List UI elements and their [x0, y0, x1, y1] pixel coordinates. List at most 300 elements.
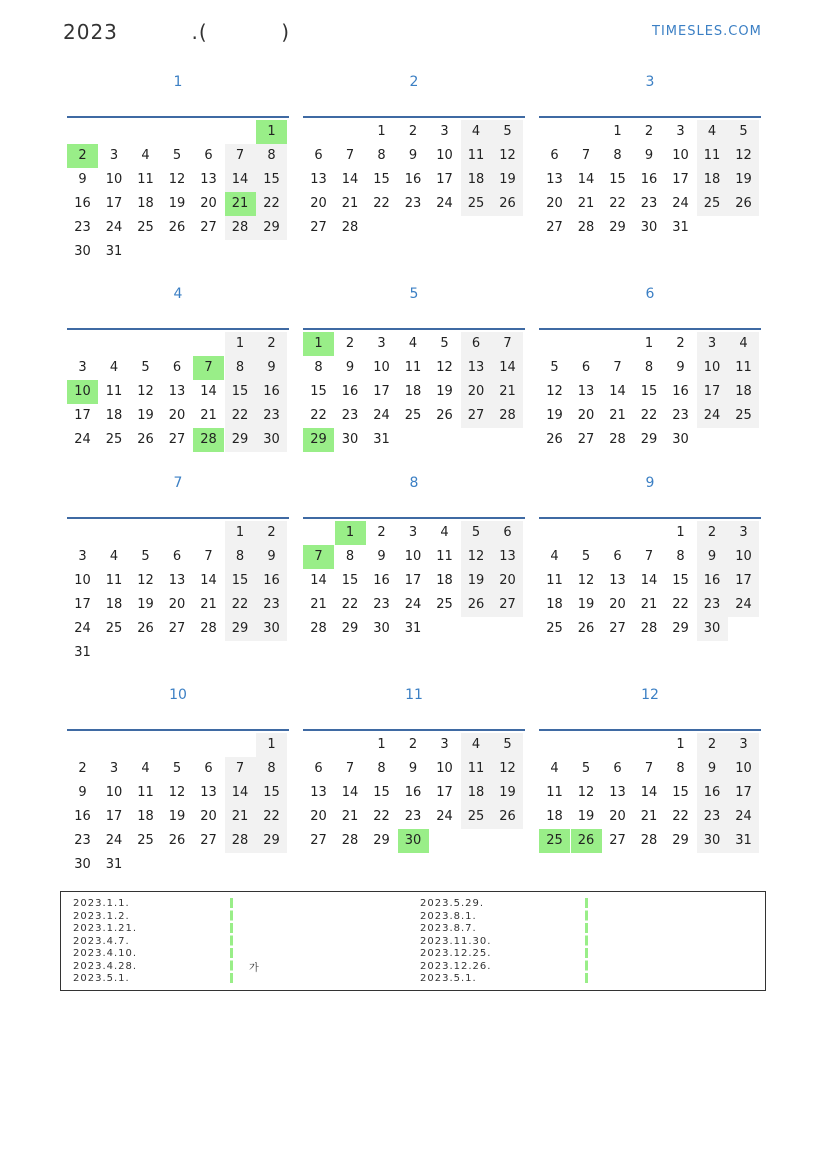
month-name: 3: [645, 74, 655, 90]
day-cell: 6: [461, 332, 492, 356]
day-cell: 30: [256, 617, 287, 641]
day-cell: 19: [137, 408, 154, 423]
day-cell: 19: [492, 168, 523, 192]
day-cell: 4: [141, 148, 150, 163]
day-cell: 2: [676, 336, 685, 351]
day-cell: 3: [440, 737, 449, 752]
day-cell: 27: [200, 833, 217, 848]
day-cell: 8: [377, 148, 386, 163]
day-cell: 26: [577, 621, 595, 636]
day-cell: 16: [697, 569, 728, 593]
month-days-grid: [67, 116, 289, 259]
day-cell: 3: [78, 549, 87, 564]
day-cell: 17: [105, 196, 123, 211]
day-cell: 17: [728, 781, 759, 805]
day-cell: 17: [672, 172, 689, 187]
day-cell: 29: [225, 428, 256, 452]
day-cell: 23: [74, 833, 91, 848]
day-cell: 22: [672, 809, 689, 824]
day-cell: 3: [109, 148, 119, 163]
day-cell: 21: [200, 408, 217, 423]
day-cell: 4: [109, 360, 119, 375]
day-cell: 10: [672, 148, 689, 163]
day-cell: 25: [404, 408, 422, 423]
day-cell: 2: [256, 521, 287, 545]
day-cell: 10: [436, 148, 453, 163]
day-cell: 9: [676, 360, 685, 375]
day-cell: 14: [640, 785, 658, 800]
day-cell: 27: [546, 220, 563, 235]
day-cell: 16: [404, 785, 422, 800]
day-cell: 21: [310, 597, 327, 612]
day-cell: 23: [404, 809, 422, 824]
day-cell: 27: [461, 404, 492, 428]
day-cell: 12: [728, 144, 759, 168]
day-cell: 21: [200, 597, 217, 612]
day-cell: 26: [461, 593, 492, 617]
day-cell: 6: [492, 521, 523, 545]
day-cell: 9: [377, 549, 386, 564]
day-cell: 12: [492, 757, 523, 781]
day-cell: 27: [168, 621, 186, 636]
day-cell: 23: [404, 196, 422, 211]
day-cell: 13: [168, 384, 186, 399]
day-cell: 23: [373, 597, 390, 612]
day-cell: 17: [105, 809, 123, 824]
day-cell: 17: [728, 569, 759, 593]
day-cell: 6: [613, 761, 622, 776]
day-cell: 28: [193, 428, 224, 452]
day-cell: 5: [141, 360, 150, 375]
day-cell: 3: [377, 336, 386, 351]
day-cell: 7: [345, 761, 355, 776]
day-cell: 23: [640, 196, 658, 211]
day-cell: 13: [168, 573, 186, 588]
month-days-grid: [67, 729, 289, 872]
day-cell: 9: [644, 148, 654, 163]
day-cell: 6: [613, 549, 622, 564]
day-cell: 21: [225, 805, 256, 829]
day-cell: 31: [74, 645, 91, 660]
day-cell: 8: [613, 148, 622, 163]
day-cell: 25: [137, 833, 154, 848]
day-cell: 27: [310, 833, 327, 848]
day-cell: 20: [461, 380, 492, 404]
legend-date: 2023.5.1.: [420, 973, 477, 984]
month-name: 11: [405, 687, 423, 703]
day-cell: 29: [256, 216, 287, 240]
day-cell: 30: [373, 621, 390, 636]
day-cell: 8: [676, 761, 685, 776]
day-cell: 31: [672, 220, 689, 235]
month-name: 6: [645, 286, 655, 302]
day-cell: 10: [436, 761, 453, 776]
day-cell: 25: [105, 432, 123, 447]
day-cell: 10: [74, 573, 91, 588]
month-block: [539, 475, 761, 636]
legend-date: 2023.4.28.: [73, 960, 138, 972]
day-cell: 18: [697, 168, 728, 192]
day-cell: 25: [697, 192, 728, 216]
day-cell: 11: [436, 549, 453, 564]
day-cell: 9: [345, 360, 355, 375]
day-cell: 28: [225, 829, 256, 853]
day-cell: 19: [577, 809, 595, 824]
day-cell: 5: [581, 549, 591, 564]
day-cell: 1: [303, 332, 334, 356]
day-cell: 23: [697, 805, 728, 829]
day-cell: 28: [225, 216, 256, 240]
day-cell: 5: [492, 733, 523, 757]
day-cell: 11: [546, 573, 563, 588]
legend-date: 2023.5.29.: [420, 898, 485, 909]
day-cell: 13: [577, 384, 595, 399]
day-cell: 3: [676, 124, 685, 139]
day-cell: 15: [373, 172, 390, 187]
day-cell: 6: [204, 761, 213, 776]
day-cell: 12: [546, 384, 563, 399]
day-cell: 17: [436, 172, 453, 187]
day-cell: 12: [137, 573, 154, 588]
day-cell: 10: [373, 360, 390, 375]
day-cell: 20: [310, 809, 327, 824]
day-cell: 22: [640, 408, 658, 423]
day-cell: 20: [168, 408, 186, 423]
day-cell: 7: [613, 360, 622, 375]
day-cell: 22: [225, 404, 256, 428]
day-cell: 28: [341, 833, 359, 848]
day-cell: 10: [105, 785, 123, 800]
day-cell: 11: [404, 360, 422, 375]
day-cell: 14: [341, 785, 359, 800]
day-cell: 28: [577, 220, 595, 235]
day-cell: 11: [697, 144, 728, 168]
day-cell: 18: [461, 168, 492, 192]
day-cell: 15: [310, 384, 327, 399]
month-days-grid: [67, 517, 289, 660]
day-cell: 25: [137, 220, 154, 235]
day-cell: 10: [404, 549, 422, 564]
month-name: 4: [173, 286, 183, 302]
day-cell: 24: [404, 597, 422, 612]
day-cell: 22: [373, 809, 390, 824]
day-cell: 14: [200, 384, 217, 399]
day-cell: 7: [193, 356, 224, 380]
legend-date: 2023.1.1.: [73, 898, 130, 909]
month-block: [67, 286, 289, 447]
day-cell: 4: [109, 549, 119, 564]
day-cell: 27: [310, 220, 327, 235]
day-cell: 24: [436, 809, 453, 824]
month-name: 10: [169, 687, 187, 703]
day-cell: 11: [461, 757, 492, 781]
legend-date: 2023.8.7.: [420, 923, 477, 934]
day-cell: 18: [461, 781, 492, 805]
day-cell: 19: [168, 809, 186, 824]
day-cell: 15: [640, 384, 658, 399]
day-cell: 29: [672, 833, 689, 848]
day-cell: 26: [137, 432, 154, 447]
day-cell: 12: [492, 144, 523, 168]
day-cell: 14: [609, 384, 626, 399]
day-cell: 30: [697, 617, 728, 641]
day-cell: 8: [377, 761, 386, 776]
day-cell: 1: [377, 737, 386, 752]
day-cell: 30: [697, 829, 728, 853]
day-cell: 17: [74, 597, 91, 612]
day-cell: 17: [697, 380, 728, 404]
day-cell: 27: [577, 432, 595, 447]
day-cell: 1: [225, 521, 256, 545]
day-cell: 10: [728, 545, 759, 569]
day-cell: 15: [672, 573, 689, 588]
day-cell: 19: [577, 597, 595, 612]
month-block: [303, 687, 525, 848]
day-cell: 12: [577, 785, 595, 800]
day-cell: 10: [105, 172, 123, 187]
day-cell: 2: [67, 144, 98, 168]
day-cell: 24: [728, 593, 759, 617]
day-cell: 5: [728, 120, 759, 144]
day-cell: 30: [74, 244, 91, 259]
day-cell: 15: [256, 168, 287, 192]
day-cell: 19: [546, 408, 563, 423]
day-cell: 26: [492, 805, 523, 829]
month-block: [303, 475, 525, 636]
day-cell: 28: [609, 432, 626, 447]
day-cell: 25: [461, 805, 492, 829]
day-cell: 4: [141, 761, 150, 776]
month-block: [303, 74, 525, 235]
day-cell: 28: [640, 833, 658, 848]
day-cell: 18: [546, 809, 563, 824]
day-cell: 26: [436, 408, 453, 423]
day-cell: 9: [697, 545, 728, 569]
day-cell: 1: [676, 737, 685, 752]
day-cell: 7: [303, 545, 334, 569]
day-cell: 1: [335, 521, 366, 545]
day-cell: 3: [697, 332, 728, 356]
day-cell: 2: [345, 336, 355, 351]
day-cell: 23: [672, 408, 689, 423]
legend-note: 가: [249, 963, 259, 974]
day-cell: 5: [461, 521, 492, 545]
day-cell: 8: [345, 549, 355, 564]
day-cell: 9: [408, 148, 418, 163]
day-cell: 24: [105, 833, 123, 848]
day-cell: 25: [105, 621, 123, 636]
legend-left-marker: [230, 898, 233, 985]
day-cell: 11: [461, 144, 492, 168]
day-cell: 26: [546, 432, 563, 447]
day-cell: 14: [310, 573, 327, 588]
day-cell: 26: [571, 829, 602, 853]
day-cell: 16: [256, 380, 287, 404]
day-cell: 6: [550, 148, 559, 163]
day-cell: 5: [440, 336, 449, 351]
day-cell: 1: [377, 124, 386, 139]
day-cell: 14: [200, 573, 217, 588]
legend-date: 2023.4.7.: [73, 935, 130, 947]
day-cell: 1: [225, 332, 256, 356]
month-name: 8: [409, 475, 419, 491]
day-cell: 25: [728, 404, 759, 428]
day-cell: 4: [550, 761, 559, 776]
day-cell: 24: [728, 805, 759, 829]
day-cell: 14: [225, 781, 256, 805]
day-cell: 7: [345, 148, 355, 163]
day-cell: 23: [256, 404, 287, 428]
day-cell: 26: [168, 220, 186, 235]
day-cell: 20: [200, 809, 217, 824]
legend-right-marker: [585, 898, 588, 985]
month-block: [539, 74, 761, 235]
day-cell: 1: [256, 120, 287, 144]
day-cell: 18: [728, 380, 759, 404]
day-cell: 3: [728, 733, 759, 757]
day-cell: 31: [404, 621, 422, 636]
day-cell: 18: [546, 597, 563, 612]
day-cell: 3: [78, 360, 87, 375]
day-cell: 29: [640, 432, 658, 447]
month-days-grid: [539, 116, 761, 235]
day-cell: 25: [539, 829, 570, 853]
day-cell: 6: [204, 148, 213, 163]
site-logo[interactable]: TIMESLES.COM: [652, 24, 762, 39]
day-cell: 30: [256, 428, 287, 452]
day-cell: 22: [373, 196, 390, 211]
day-cell: 22: [672, 597, 689, 612]
day-cell: 16: [74, 809, 91, 824]
day-cell: 19: [461, 569, 492, 593]
day-cell: 22: [341, 597, 359, 612]
day-cell: 5: [172, 148, 182, 163]
day-cell: 25: [546, 621, 563, 636]
month-name: 2: [409, 74, 419, 90]
day-cell: 14: [640, 573, 658, 588]
month-name: 1: [173, 74, 183, 90]
month-days-grid: [303, 517, 525, 636]
day-cell: 11: [105, 573, 123, 588]
legend-date: 2023.8.1.: [420, 910, 477, 922]
page-title: 2023 .( ): [63, 20, 291, 44]
day-cell: 24: [672, 196, 689, 211]
month-name: 5: [409, 286, 419, 302]
day-cell: 19: [492, 781, 523, 805]
holiday-legend: [60, 891, 766, 991]
day-cell: 30: [640, 220, 658, 235]
day-cell: 7: [204, 549, 213, 564]
day-cell: 23: [341, 408, 359, 423]
day-cell: 6: [172, 549, 182, 564]
day-cell: 16: [404, 172, 422, 187]
day-cell: 19: [168, 196, 186, 211]
day-cell: 12: [168, 785, 186, 800]
day-cell: 27: [609, 833, 626, 848]
day-cell: 22: [310, 408, 327, 423]
legend-right-dates: [420, 898, 491, 986]
day-cell: 20: [546, 196, 563, 211]
day-cell: 24: [74, 621, 91, 636]
legend-date: 2023.12.25.: [420, 948, 492, 959]
day-cell: 28: [492, 404, 523, 428]
day-cell: 16: [697, 781, 728, 805]
day-cell: 24: [436, 196, 453, 211]
day-cell: 12: [461, 545, 492, 569]
month-block: [67, 687, 289, 872]
day-cell: 28: [310, 621, 327, 636]
day-cell: 20: [577, 408, 595, 423]
day-cell: 7: [225, 144, 256, 168]
day-cell: 21: [225, 192, 256, 216]
day-cell: 7: [492, 332, 523, 356]
day-cell: 27: [168, 432, 186, 447]
day-cell: 17: [373, 384, 390, 399]
day-cell: 29: [341, 621, 359, 636]
day-cell: 27: [609, 621, 626, 636]
day-cell: 9: [256, 356, 287, 380]
day-cell: 13: [492, 545, 523, 569]
day-cell: 22: [256, 192, 287, 216]
day-cell: 11: [137, 172, 154, 187]
day-cell: 21: [341, 196, 359, 211]
month-block: [539, 286, 761, 447]
day-cell: 9: [78, 172, 87, 187]
day-cell: 12: [577, 573, 595, 588]
day-cell: 20: [310, 196, 327, 211]
day-cell: 19: [436, 384, 453, 399]
day-cell: 24: [373, 408, 390, 423]
day-cell: 16: [341, 384, 359, 399]
day-cell: 16: [373, 573, 390, 588]
day-cell: 2: [697, 733, 728, 757]
day-cell: 29: [672, 621, 689, 636]
day-cell: 25: [436, 597, 453, 612]
day-cell: 7: [225, 757, 256, 781]
day-cell: 2: [256, 332, 287, 356]
day-cell: 6: [172, 360, 182, 375]
month-days-grid: [67, 328, 289, 447]
day-cell: 22: [609, 196, 626, 211]
day-cell: 12: [137, 384, 154, 399]
day-cell: 3: [440, 124, 449, 139]
day-cell: 5: [581, 761, 591, 776]
month-name: 12: [641, 687, 659, 703]
day-cell: 13: [609, 785, 626, 800]
day-cell: 2: [78, 761, 87, 776]
day-cell: 5: [550, 360, 559, 375]
day-cell: 13: [546, 172, 563, 187]
day-cell: 31: [105, 857, 123, 872]
day-cell: 17: [436, 785, 453, 800]
day-cell: 11: [728, 356, 759, 380]
day-cell: 12: [168, 172, 186, 187]
day-cell: 29: [303, 428, 334, 452]
day-cell: 20: [609, 597, 626, 612]
day-cell: 2: [644, 124, 654, 139]
day-cell: 18: [137, 809, 154, 824]
legend-date: 2023.1.21.: [73, 923, 138, 934]
day-cell: 8: [644, 360, 654, 375]
day-cell: 14: [577, 172, 595, 187]
day-cell: 17: [74, 408, 91, 423]
month-name: 9: [645, 475, 655, 491]
legend-date: 2023.4.10.: [73, 948, 138, 959]
day-cell: 13: [200, 172, 217, 187]
day-cell: 4: [408, 336, 418, 351]
legend-date: 2023.5.1.: [73, 973, 130, 984]
legend-date: 2023.12.26.: [420, 960, 492, 972]
